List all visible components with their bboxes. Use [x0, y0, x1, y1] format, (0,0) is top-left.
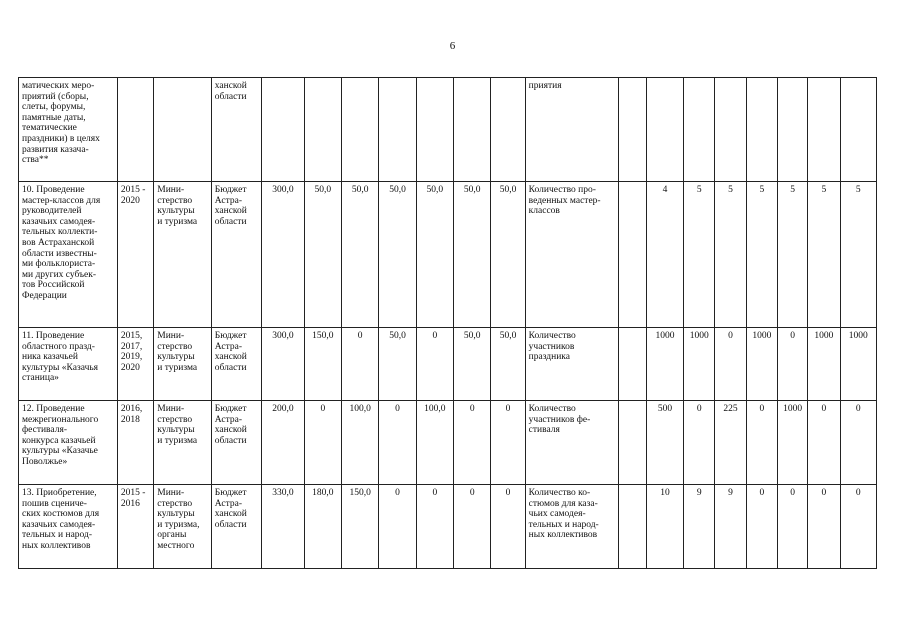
amount-cell [304, 328, 341, 401]
indicator-value-cell [684, 78, 715, 182]
empty-cell [618, 401, 646, 485]
amount-cell [491, 401, 525, 485]
amount-cell [491, 485, 525, 569]
funding-source-cell-text: ханской области [214, 81, 247, 102]
funding-source-cell-text: Бюджет Астра- ханской области [214, 404, 247, 446]
indicator-value-cell [840, 182, 876, 328]
amount-cell-text: 50,0 [463, 331, 481, 341]
event-cell [19, 328, 118, 401]
funding-source-cell [211, 401, 261, 485]
empty-cell [618, 78, 646, 182]
indicator-value-cell-text: 9 [696, 488, 702, 498]
indicator-value-cell-text: 0 [821, 488, 827, 498]
indicator-value-cell [715, 78, 746, 182]
amount-cell-text: 200,0 [272, 404, 294, 414]
indicator-cell [525, 182, 618, 328]
funding-source-cell-text: Бюджет Астра- ханской области [214, 185, 247, 227]
indicator-value-cell [777, 78, 807, 182]
indicator-value-cell-text: 1000 [848, 331, 868, 341]
indicator-value-cell [840, 78, 876, 182]
event-cell-text: 11. Проведение областного празд- ника казачьей культуры «Казачья станица» [22, 331, 99, 384]
amount-cell-text: 0 [469, 404, 475, 414]
page-number: 6 [449, 40, 456, 52]
executor-cell-text: Мини- стерство культуры и туризма [157, 404, 198, 446]
amount-cell [304, 182, 341, 328]
indicator-value-cell [808, 78, 840, 182]
amount-cell-text: 50,0 [389, 331, 406, 341]
executor-cell-text: Мини- стерство культуры и туризма, органы местного [157, 488, 200, 551]
amount-cell [454, 328, 491, 401]
funding-source-cell-text: Бюджет Астра- ханской области [214, 488, 247, 530]
amount-cell-text: 50,0 [426, 185, 444, 195]
amount-cell-text: 0 [320, 404, 326, 414]
amount-cell-text: 0 [505, 488, 511, 498]
indicator-value-cell-text: 0 [855, 404, 861, 414]
amount-cell [454, 485, 491, 569]
indicator-value-cell-text: 4 [662, 185, 668, 195]
funding-source-cell [211, 182, 261, 328]
event-cell-text: 12. Проведение межрегионального фестиваля- конкурса казачьей культуры «Казачье Поволжье» [22, 404, 99, 467]
amount-cell [304, 485, 341, 569]
executor-cell [154, 182, 212, 328]
amount-cell-text: 150,0 [349, 488, 371, 498]
executor-cell [154, 401, 212, 485]
indicator-value-cell-text: 10 [660, 488, 670, 498]
indicator-value-cell [746, 328, 777, 401]
amount-cell [262, 485, 304, 569]
amount-cell [416, 78, 453, 182]
indicator-value-cell [808, 182, 840, 328]
indicator-value-cell [646, 485, 683, 569]
amount-cell [491, 78, 525, 182]
indicator-value-cell [777, 485, 807, 569]
years-cell [117, 485, 153, 569]
empty-cell [618, 485, 646, 569]
indicator-value-cell-text: 0 [790, 331, 795, 341]
program-table [18, 77, 877, 569]
indicator-value-cell-text: 1000 [689, 331, 709, 341]
indicator-value-cell-text: 0 [759, 404, 765, 414]
table-row [19, 485, 877, 569]
indicator-value-cell [684, 401, 715, 485]
indicator-value-cell [715, 401, 746, 485]
amount-cell-text: 50,0 [389, 185, 406, 195]
indicator-cell-text: приятия [528, 81, 562, 91]
years-cell-text: 2015 - 2020 [120, 185, 146, 206]
indicator-value-cell [684, 182, 715, 328]
amount-cell-text: 0 [395, 404, 400, 414]
amount-cell [416, 182, 453, 328]
years-cell [117, 328, 153, 401]
amount-cell [262, 401, 304, 485]
indicator-value-cell [715, 182, 746, 328]
event-cell [19, 182, 118, 328]
amount-cell [341, 182, 378, 328]
amount-cell [379, 182, 416, 328]
years-cell [117, 401, 153, 485]
indicator-cell [525, 78, 618, 182]
amount-cell [379, 328, 416, 401]
amount-cell [341, 78, 378, 182]
amount-cell [416, 328, 453, 401]
executor-cell-text: Мини- стерство культуры и туризма [157, 185, 198, 227]
indicator-value-cell [808, 485, 840, 569]
amount-cell [304, 78, 341, 182]
years-cell [117, 182, 153, 328]
amount-cell-text: 100,0 [424, 404, 446, 414]
amount-cell-text: 300,0 [272, 185, 294, 195]
indicator-value-cell-text: 1000 [655, 331, 675, 341]
indicator-value-cell-text: 1000 [814, 331, 834, 341]
amount-cell [454, 182, 491, 328]
amount-cell-text: 50,0 [351, 185, 369, 195]
indicator-cell [525, 485, 618, 569]
empty-cell [618, 328, 646, 401]
indicator-value-cell [646, 78, 683, 182]
amount-cell-text: 50,0 [499, 331, 517, 341]
amount-cell [379, 78, 416, 182]
indicator-value-cell-text: 5 [821, 185, 827, 195]
indicator-value-cell [646, 401, 683, 485]
indicator-value-cell-text: 1000 [783, 404, 803, 414]
executor-cell-text: Мини- стерство культуры и туризма [157, 331, 198, 373]
years-cell-text: 2015, 2017, 2019, 2020 [120, 331, 143, 373]
amount-cell [379, 485, 416, 569]
indicator-value-cell-text: 500 [657, 404, 673, 414]
indicator-value-cell-text: 0 [728, 331, 733, 341]
indicator-value-cell [777, 401, 807, 485]
indicator-value-cell [684, 328, 715, 401]
amount-cell-text: 300,0 [272, 331, 294, 341]
indicator-value-cell [777, 328, 807, 401]
indicator-value-cell-text: 0 [696, 404, 702, 414]
years-cell-text: 2015 - 2016 [120, 488, 146, 509]
executor-cell [154, 78, 212, 182]
amount-cell-text: 0 [469, 488, 475, 498]
indicator-value-cell-text: 9 [728, 488, 733, 498]
indicator-value-cell [808, 328, 840, 401]
executor-cell [154, 328, 212, 401]
table-row [19, 182, 877, 328]
amount-cell-text: 0 [395, 488, 400, 498]
amount-cell-text: 0 [432, 488, 438, 498]
amount-cell-text: 330,0 [272, 488, 294, 498]
event-cell [19, 485, 118, 569]
executor-cell [154, 485, 212, 569]
amount-cell-text: 180,0 [312, 488, 334, 498]
amount-cell [454, 401, 491, 485]
empty-cell [618, 182, 646, 328]
amount-cell [262, 78, 304, 182]
amount-cell-text: 100,0 [349, 404, 371, 414]
indicator-value-cell-text: 0 [790, 488, 795, 498]
table-row [19, 328, 877, 401]
table-row [19, 78, 877, 182]
indicator-value-cell-text: 5 [696, 185, 702, 195]
indicator-value-cell [715, 485, 746, 569]
years-cell [117, 78, 153, 182]
indicator-value-cell-text: 5 [790, 185, 795, 195]
amount-cell [454, 78, 491, 182]
indicator-value-cell [840, 328, 876, 401]
indicator-value-cell [777, 182, 807, 328]
indicator-cell-text: Количество участников праздника [528, 331, 576, 363]
amount-cell-text: 50,0 [463, 185, 481, 195]
indicator-value-cell-text: 0 [821, 404, 827, 414]
funding-source-cell [211, 328, 261, 401]
indicator-cell-text: Количество про- веденных мастер- классов [528, 185, 601, 217]
funding-source-cell [211, 485, 261, 569]
amount-cell-text: 150,0 [312, 331, 334, 341]
indicator-value-cell-text: 0 [855, 488, 861, 498]
indicator-value-cell-text: 0 [759, 488, 765, 498]
indicator-cell-text: Количество ко- стюмов для каза- чьих самодея- тельных и народ- ных коллективов [528, 488, 599, 541]
indicator-cell [525, 401, 618, 485]
indicator-value-cell-text: 225 [723, 404, 738, 414]
table-row [19, 401, 877, 485]
funding-source-cell-text: Бюджет Астра- ханской области [214, 331, 247, 373]
amount-cell [379, 401, 416, 485]
amount-cell [341, 485, 378, 569]
funding-source-cell [211, 78, 261, 182]
indicator-value-cell [840, 401, 876, 485]
amount-cell [491, 328, 525, 401]
event-cell-text: 13. Приобретение, пошив сцениче- ских костюмов для казачьих самодея- тельных и народ- ных коллективов [22, 488, 100, 551]
event-cell [19, 78, 118, 182]
event-cell [19, 401, 118, 485]
indicator-value-cell [746, 182, 777, 328]
indicator-value-cell [746, 401, 777, 485]
amount-cell-text: 0 [432, 331, 438, 341]
amount-cell [416, 401, 453, 485]
indicator-value-cell [646, 328, 683, 401]
indicator-value-cell-text: 5 [855, 185, 861, 195]
event-cell-text: 10. Проведение мастер-классов для руководителей казачьих самодея- тельных коллекти- вов Астраханской области известны- ми фольклориста- ми других субъек- тов Российской Федерации [22, 185, 101, 301]
amount-cell [341, 328, 378, 401]
amount-cell [262, 182, 304, 328]
indicator-cell [525, 328, 618, 401]
indicator-cell-text: Количество участников фе- стиваля [528, 404, 591, 436]
indicator-value-cell [646, 182, 683, 328]
amount-cell-text: 0 [357, 331, 363, 341]
indicator-value-cell [746, 485, 777, 569]
amount-cell [416, 485, 453, 569]
amount-cell [262, 328, 304, 401]
indicator-value-cell [746, 78, 777, 182]
indicator-value-cell-text: 1000 [752, 331, 772, 341]
indicator-value-cell [840, 485, 876, 569]
amount-cell-text: 50,0 [314, 185, 332, 195]
indicator-value-cell [684, 485, 715, 569]
indicator-value-cell-text: 5 [728, 185, 733, 195]
amount-cell [341, 401, 378, 485]
amount-cell-text: 50,0 [499, 185, 517, 195]
indicator-value-cell [715, 328, 746, 401]
amount-cell [491, 182, 525, 328]
amount-cell [304, 401, 341, 485]
event-cell-text: матических меро- приятий (сборы, слеты, форумы, памятные даты, тематические праздники) в целях развития казача- ства** [22, 81, 100, 166]
indicator-value-cell-text: 5 [759, 185, 765, 195]
years-cell-text: 2016, 2018 [120, 404, 143, 425]
amount-cell-text: 0 [505, 404, 511, 414]
indicator-value-cell [808, 401, 840, 485]
